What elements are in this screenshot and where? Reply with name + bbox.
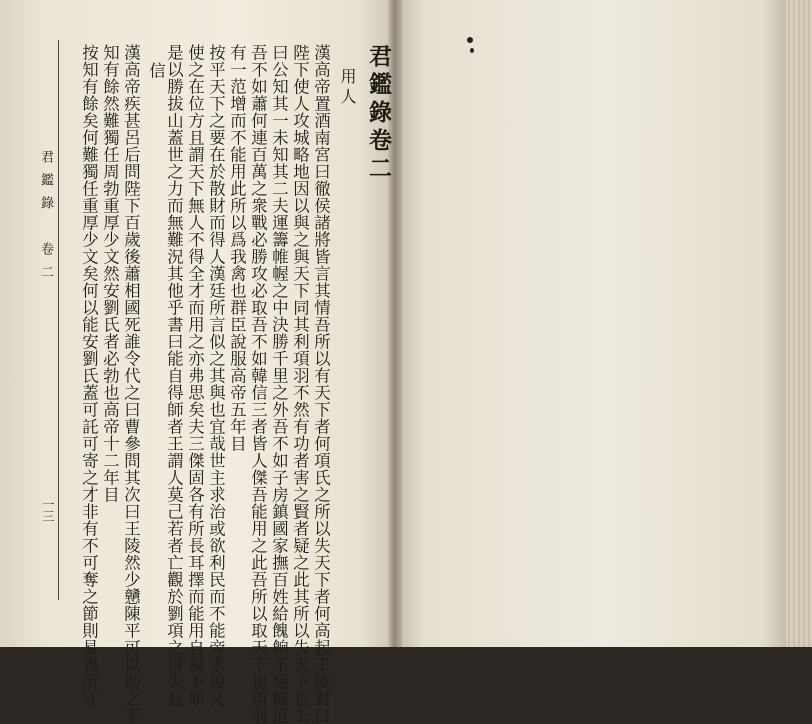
- page-number: 一三: [41, 498, 55, 522]
- text-column: 信: [146, 62, 166, 79]
- text-column: 使之在位方且謂天下無人不得全才而用之亦弗思矣夫三傑固各有所長耳擇而能用自視不如: [185, 44, 205, 707]
- text-column: 是以勝拔山蓋世之力而無難況其他乎書曰能自得師者王謂人莫己若者亡觀於劉項之得失益: [164, 44, 184, 707]
- margin-rule: [58, 40, 59, 600]
- text-column: 曰公知其一未知其二夫運籌帷幄之中決勝千里之外吾不如子房鎮國家撫百姓給餽餉不絕糧道: [269, 44, 289, 724]
- text-column: 有一范增而不能用此所以爲我禽也群臣說服高帝五年目: [227, 44, 247, 452]
- text-column: 按平天下之要在於散財而得人漢廷所言似之其與也宜哉世主求治或欲利民而不能旁求俊乂: [206, 44, 226, 707]
- text-column: 按知有餘矣何難獨任重厚少文矣何以能安劉氏蓋可託可寄之才非有不可奪之節則易喪所守: [79, 44, 99, 707]
- section-heading: 用人: [338, 68, 357, 108]
- margin-title: 君鑑錄 卷二: [38, 150, 53, 288]
- ink-spot: [467, 37, 473, 43]
- text-column: 漢高帝置酒南宮曰徹侯諸將皆言其情吾所以有天下者何項氏之所以失天下者何高起王陵對曰: [311, 44, 331, 724]
- text-column: 陛下使人攻城略地因以與之與天下同其利項羽不然有功者害之賢者疑之此其所以失天下也上: [290, 44, 310, 724]
- text-column: 漢高帝疾甚呂后問陛下百歲後蕭相國死誰令代之曰曹參問其次曰王陵然少戇陳平可以助之平: [121, 44, 141, 724]
- page-edges: [786, 0, 812, 647]
- ink-spot: [470, 48, 474, 53]
- chapter-title: 君鑑錄卷二: [365, 44, 392, 184]
- text-column: 知有餘然難獨任周勃重厚少文然安劉氏者必勃也高帝十二年目: [100, 44, 120, 503]
- right-page: [400, 0, 812, 647]
- text-column: 吾不如蕭何連百萬之衆戰必勝攻必取吾不如韓信三者皆人傑吾能用之此吾所以取天下也項羽: [248, 44, 268, 724]
